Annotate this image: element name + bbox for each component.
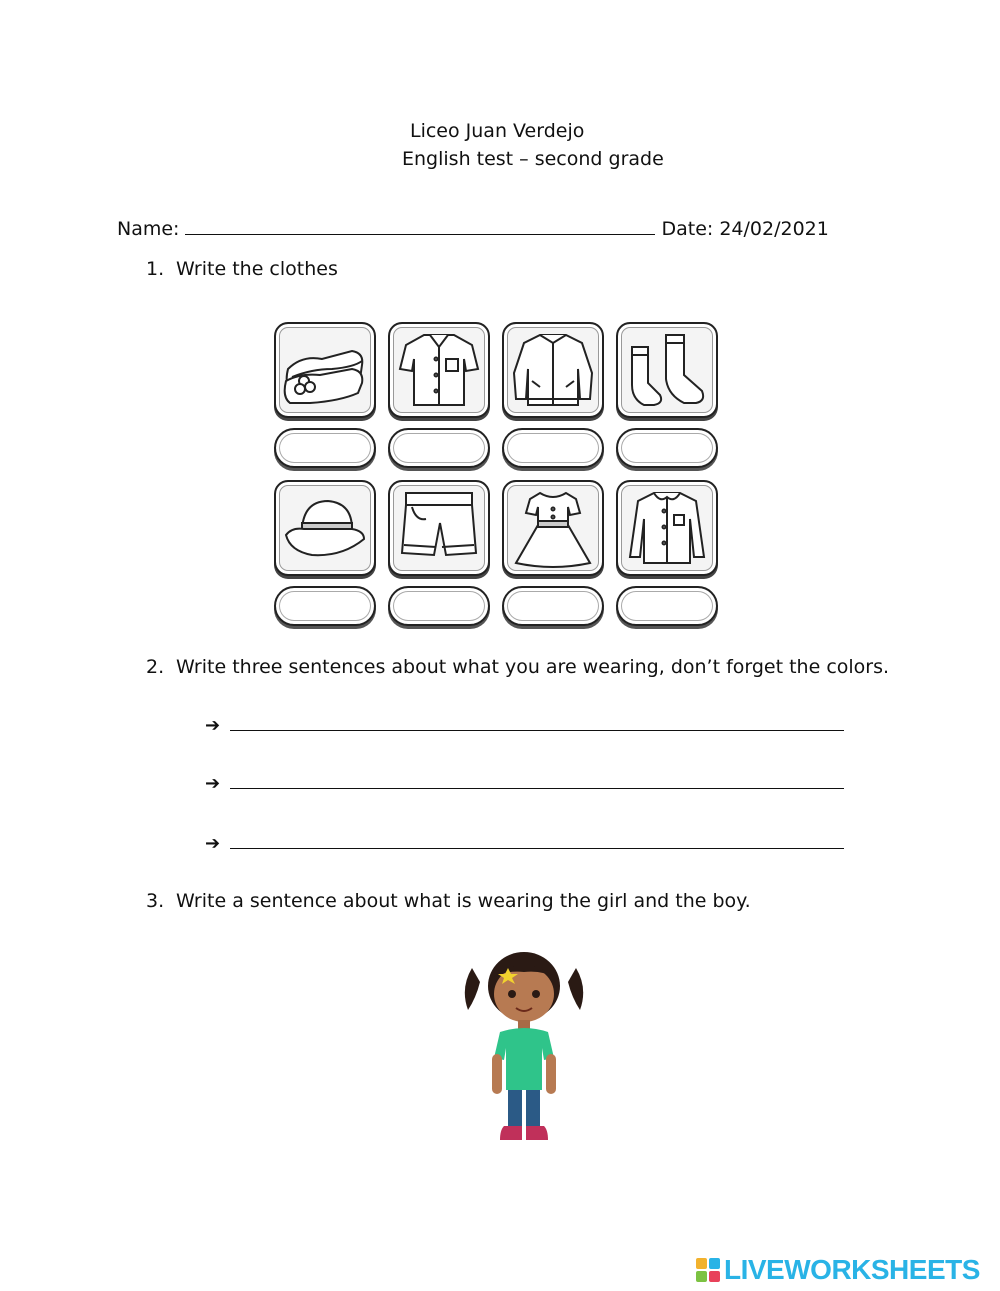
girl-illustration: [462, 948, 586, 1146]
date-label: Date: 24/02/2021: [661, 218, 829, 240]
card-dress: [502, 480, 604, 576]
card-shoes: [274, 322, 376, 418]
shirt-icon: [396, 329, 482, 411]
sentence-line-3: [205, 832, 844, 854]
name-date-row: [117, 217, 829, 240]
shorts-icon: [396, 487, 482, 569]
sentence-line-2: [205, 772, 844, 794]
hat-icon: [282, 487, 368, 569]
answer-box-5[interactable]: [274, 586, 376, 626]
answer-box-7[interactable]: [502, 586, 604, 626]
card-jacket: [502, 322, 604, 418]
logo-icon: [696, 1258, 720, 1282]
question-2: [146, 656, 889, 678]
answer-box-6[interactable]: [388, 586, 490, 626]
answer-box-1[interactable]: [274, 428, 376, 468]
card-shorts: [388, 480, 490, 576]
logo-text: LIVEWORKSHEETS: [724, 1254, 980, 1285]
sentence-line-1: [205, 714, 844, 736]
blouse-icon: [624, 487, 710, 569]
answer-box-4[interactable]: [616, 428, 718, 468]
answer-line[interactable]: [230, 772, 844, 789]
question-1: [146, 258, 338, 280]
answer-line[interactable]: [230, 832, 844, 849]
answer-box-3[interactable]: [502, 428, 604, 468]
answer-box-8[interactable]: [616, 586, 718, 626]
card-blouse: [616, 480, 718, 576]
dress-icon: [510, 487, 596, 569]
jacket-icon: [510, 329, 596, 411]
liveworksheets-logo[interactable]: [696, 1254, 994, 1286]
name-label: Name:: [117, 218, 180, 240]
card-socks: [616, 322, 718, 418]
school-name: Liceo Juan Verdejo: [410, 120, 585, 142]
test-subtitle: English test – second grade: [402, 148, 664, 170]
question-3: [146, 890, 751, 912]
answer-line[interactable]: [230, 714, 844, 731]
card-hat: [274, 480, 376, 576]
question-number: 1.: [146, 258, 165, 280]
arrow-icon: ➔: [205, 773, 221, 794]
question-text: Write the clothes: [176, 258, 338, 280]
clothes-grid: [270, 318, 726, 630]
name-field[interactable]: [185, 217, 655, 235]
shoes-icon: [282, 329, 368, 411]
arrow-icon: ➔: [205, 833, 221, 854]
question-number: 2.: [146, 656, 165, 678]
card-shirt: [388, 322, 490, 418]
socks-icon: [624, 329, 710, 411]
arrow-icon: ➔: [205, 715, 221, 736]
answer-box-2[interactable]: [388, 428, 490, 468]
question-text: Write three sentences about what you are wearing, don’t forget the colors.: [176, 656, 890, 678]
question-text: Write a sentence about what is wearing the girl and the boy.: [176, 890, 751, 912]
question-number: 3.: [146, 890, 165, 912]
